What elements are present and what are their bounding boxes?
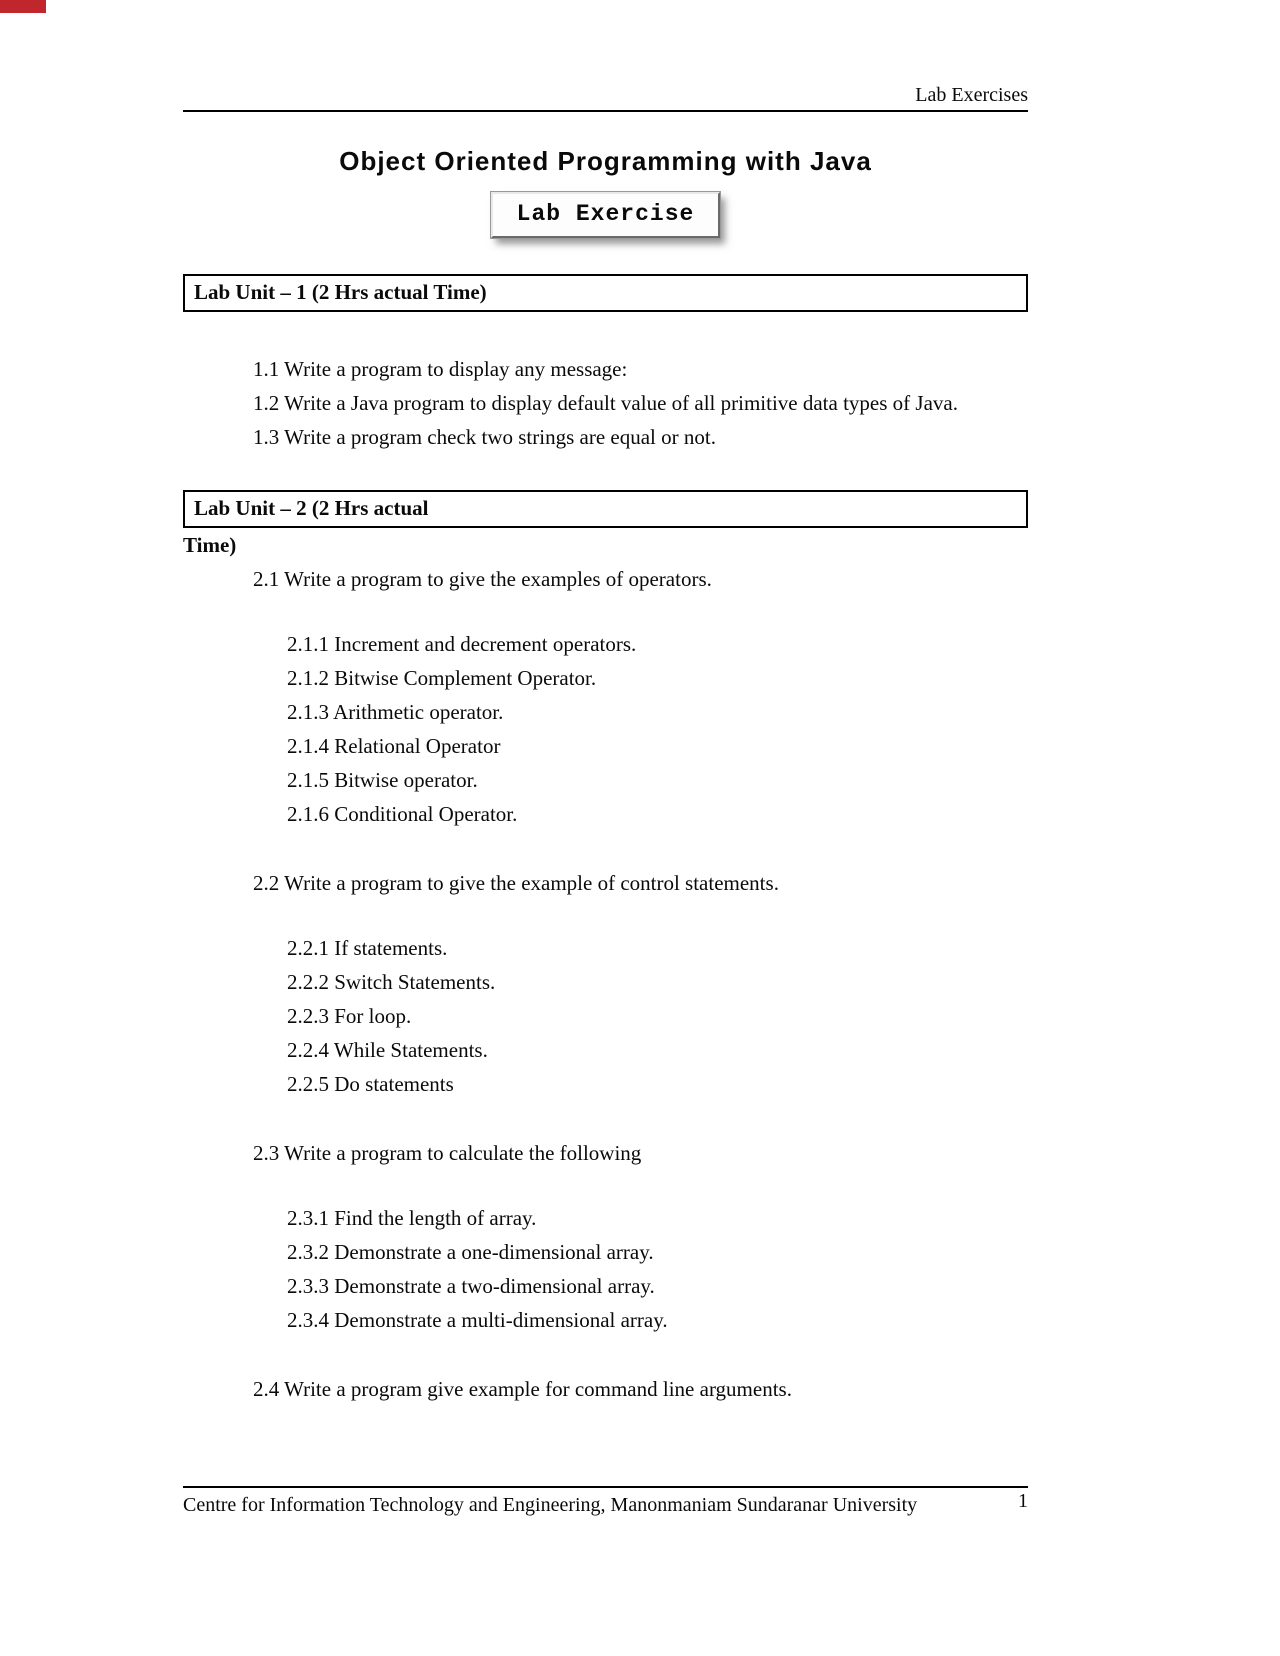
subitem-2-3-3: 2.3.3 Demonstrate a two-dimensional array. <box>287 1274 655 1298</box>
sublist-2-1 <box>183 627 1028 831</box>
subitem-2-1-5: 2.1.5 Bitwise operator. <box>287 768 478 792</box>
subitem-2-2-2: 2.2.2 Switch Statements. <box>287 970 496 994</box>
sublist-2-2 <box>183 931 1028 1101</box>
subitem-2-3-1: 2.3.1 Find the length of array. <box>287 1206 537 1230</box>
item-2-4: 2.4 Write a program give example for command line arguments. <box>253 1377 792 1401</box>
unit1-item-list <box>183 352 1028 454</box>
unit2-heading: Lab Unit – 2 (2 Hrs actual <box>194 496 429 520</box>
item-2-1: 2.1 Write a program to give the examples of operators. <box>253 567 712 591</box>
badge-row <box>183 192 1028 238</box>
unit2-heading-box <box>183 490 1028 528</box>
page-footer <box>183 1486 1028 1517</box>
running-header-text: Lab Exercises <box>915 84 1028 106</box>
subitem-2-1-3: 2.1.3 Arithmetic operator. <box>287 700 504 724</box>
item-2-2: 2.2 Write a program to give the example of control statements. <box>253 871 779 895</box>
footer-text: Centre for Information Technology and Engineering, Manonmaniam Sundaranar University <box>183 1494 918 1516</box>
subitem-2-2-5: 2.2.5 Do statements <box>287 1072 454 1096</box>
subitem-2-2-4: 2.2.4 While Statements. <box>287 1038 488 1062</box>
unit2-heading-continuation: Time) <box>183 533 237 557</box>
subitem-2-1-1: 2.1.1 Increment and decrement operators. <box>287 632 637 656</box>
subitem-2-1-2: 2.1.2 Bitwise Complement Operator. <box>287 666 597 690</box>
item-1-2: 1.2 Write a Java program to display default value of all primitive data types of Java. <box>253 391 958 415</box>
footer-row <box>183 1488 1028 1517</box>
subitem-2-2-3: 2.2.3 For loop. <box>287 1004 412 1028</box>
item-2-3: 2.3 Write a program to calculate the following <box>253 1141 642 1165</box>
subitem-2-3-2: 2.3.2 Demonstrate a one-dimensional array. <box>287 1240 654 1264</box>
subitem-2-1-6: 2.1.6 Conditional Operator. <box>287 802 518 826</box>
header-rule <box>183 110 1028 112</box>
running-header <box>183 0 1028 107</box>
unit1-heading-box <box>183 274 1028 312</box>
subitem-2-1-4: 2.1.4 Relational Operator <box>287 734 501 758</box>
page-title: Object Oriented Programming with Java <box>339 146 872 176</box>
subitem-2-3-4: 2.3.4 Demonstrate a multi-dimensional array. <box>287 1308 668 1332</box>
item-1-3: 1.3 Write a program check two strings are equal or not. <box>253 425 716 449</box>
sublist-2-3 <box>183 1201 1028 1337</box>
page-number: 1 <box>1018 1490 1028 1512</box>
subitem-2-2-1: 2.2.1 If statements. <box>287 936 448 960</box>
page-corner-marker <box>0 0 46 13</box>
page-content <box>183 0 1028 1406</box>
unit1-heading: Lab Unit – 1 (2 Hrs actual Time) <box>194 280 487 304</box>
lab-exercise-badge: Lab Exercise <box>491 192 721 238</box>
item-1-1: 1.1 Write a program to display any message: <box>253 357 628 381</box>
